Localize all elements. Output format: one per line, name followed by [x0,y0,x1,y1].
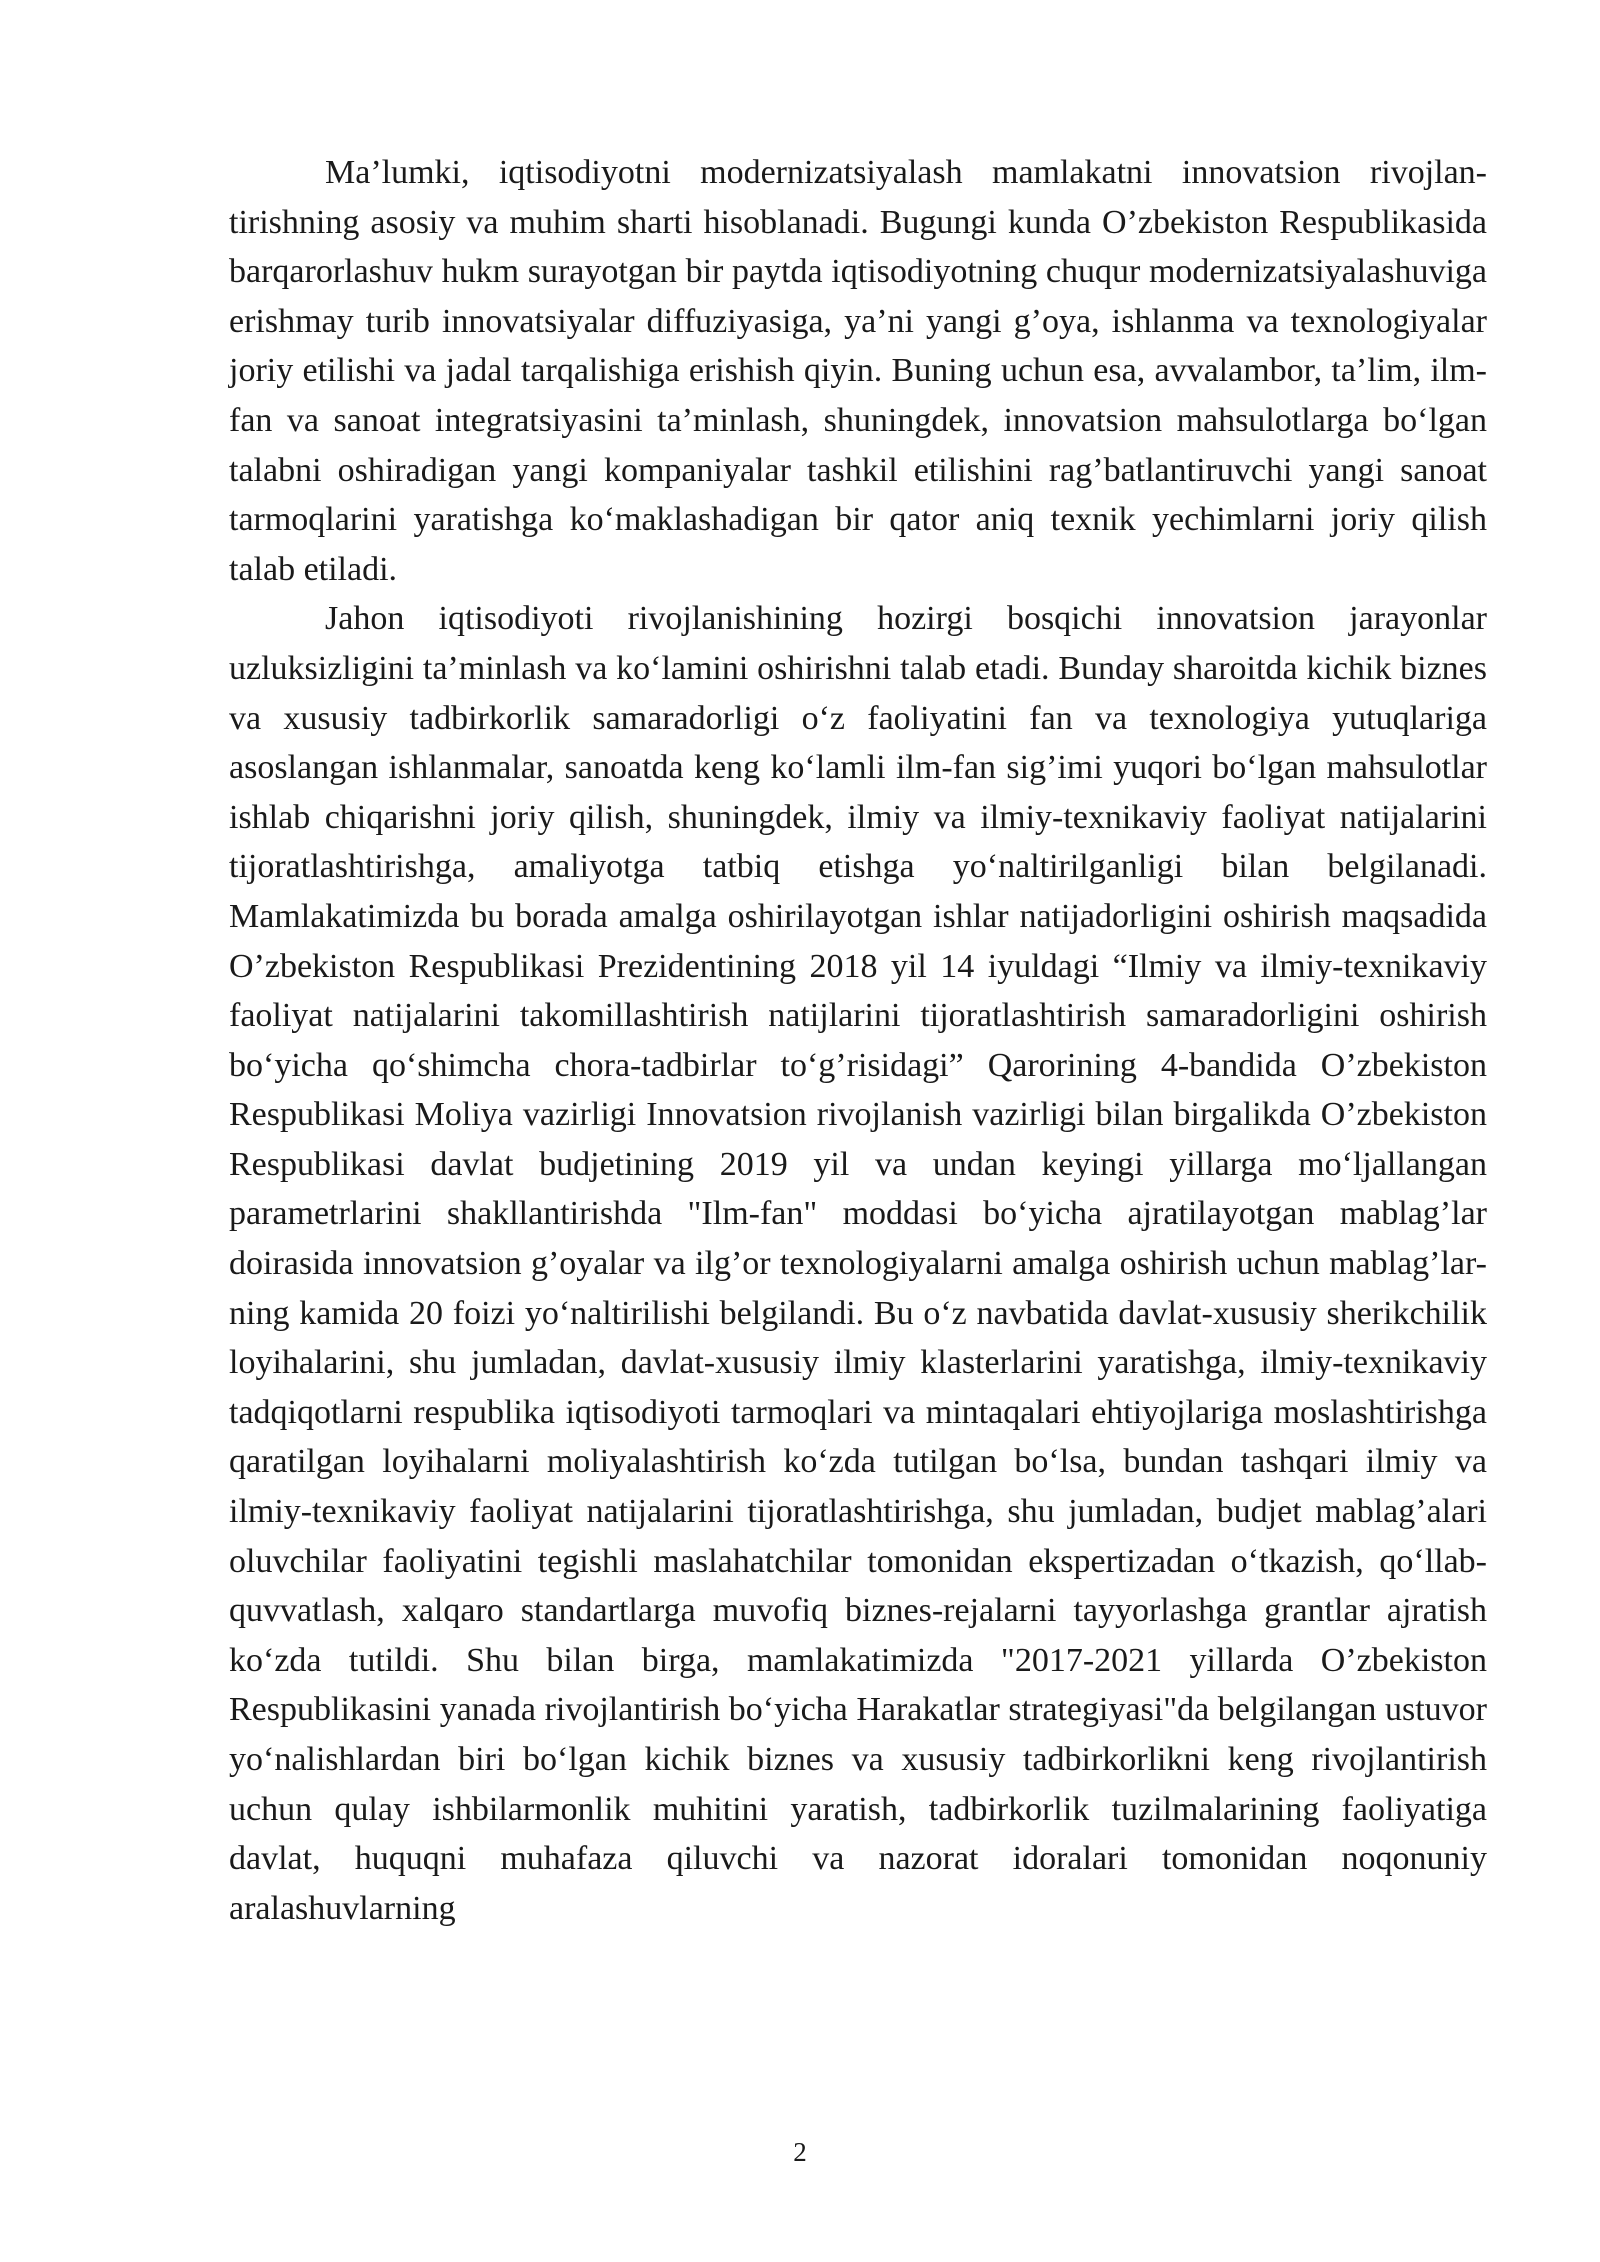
page-number: 2 [793,2137,807,2167]
document-page [229,148,1487,1933]
paragraph-1: Ma’lumki, iqtisodiyotni modernizatsiyalash mamlakatni innovatsion rivojlan-tirishning asosiy va muhim sharti hisoblanadi. Bugungi kunda O’zbekiston Respublikasida barqarorlashuv hukm surayotgan bir paytda iqtisodiyotning chuqur modernizatsiyalashuviga erishmay turib innovatsiyalar diffuziyasiga, ya’ni yangi g’oya, ishlanma va texnologiyalar joriy etilishi va jadal tarqalishiga erishish qiyin. Buning uchun esa, avvalambor, ta’lim, ilm-fan va sanoat integratsiyasini ta’minlash, shuningdek, innovatsion mahsulotlarga bo‘lgan talabni oshiradigan yangi kompaniyalar tashkil etilishini rag’batlantiruvchi yangi sanoat tarmoqlarini yaratishga ko‘maklashadigan bir qator aniq texnik yechimlarni joriy qilish talab etiladi. [229,154,1487,588]
paragraph-2: Jahon iqtisodiyoti rivojlanishining hozirgi bosqichi innovatsion jarayonlar uzluksizligini ta’minlash va ko‘lamini oshirishni talab etadi. Bunday sharoitda kichik biznes va xususiy tadbirkorlik samaradorligi o‘z faoliyatini fan va texnologiya yutuqlariga asoslangan ishlanmalar, sanoatda keng ko‘lamli ilm-fan sig’imi yuqori bo‘lgan mahsulotlar ishlab chiqarishni joriy qilish, shuningdek, ilmiy va ilmiy-texnikaviy faoliyat natijalarini tijoratlashtirishga, amaliyotga tatbiq etishga yo‘naltirilganligi bilan belgilanadi. Mamlakatimizda bu borada amalga oshirilayotgan ishlar natijadorligini oshirish maqsadida O’zbekiston Respublikasi Prezidentining 2018 yil 14 iyuldagi “Ilmiy va ilmiy-texnikaviy faoliyat natijalarini takomillashtirish natijlarini tijoratlashtirish samaradorligini oshirish bo‘yicha qo‘shimcha chora-tadbirlar to‘g’risidagi” Qarorining 4-bandida O’zbekiston Respublikasi Moliya vazirligi Innovatsion rivojlanish vazirligi bilan birgalikda O’zbekiston Respublikasi davlat budjetining 2019 yil va undan keyingi yillarga mo‘ljallangan parametrlarini shakllantirishda "Ilm-fan" moddasi bo‘yicha ajratilayotgan mablag’lar doirasida innovatsion g’oyalar va ilg’or texnologiyalarni amalga oshirish uchun mablag’lar-ning kamida 20 foizi yo‘naltirilishi belgilandi. Bu o‘z navbatida davlat-xususiy sherikchilik loyihalarini, shu jumladan, davlat-xususiy ilmiy klasterlarini yaratishga, ilmiy-texnikaviy tadqiqotlarni respublika iqtisodiyoti tarmoqlari va mintaqalari ehtiyojlariga moslashtirishga qaratilgan loyihalarni moliyalashtirish ko‘zda tutilgan bo‘lsa, bundan tashqari ilmiy va ilmiy-texnikaviy faoliyat natijalarini tijoratlashtirishga, shu jumladan, budjet mablag’alari oluvchilar faoliyatini tegishli maslahatchilar tomonidan ekspertizadan o‘tkazish, qo‘llab-quvvatlash, xalqaro standartlarga muvofiq biznes-rejalarni tayyorlashga grantlar ajratish ko‘zda tutildi. Shu bilan birga, mamlakatimizda "2017-2021 yillarda O’zbekiston Respublikasini yanada rivojlantirish bo‘yicha Harakatlar strategiyasi"da belgilangan ustuvor yo‘nalishlardan biri bo‘lgan kichik biznes va xususiy tadbirkorlikni keng rivojlantirish uchun qulay ishbilarmonlik muhitini yaratish, tadbirkorlik tuzilmalarining faoliyatiga davlat, huquqni muhafaza qiluvchi va nazorat idoralari tomonidan noqonuniy aralashuvlarning [229,600,1487,1927]
